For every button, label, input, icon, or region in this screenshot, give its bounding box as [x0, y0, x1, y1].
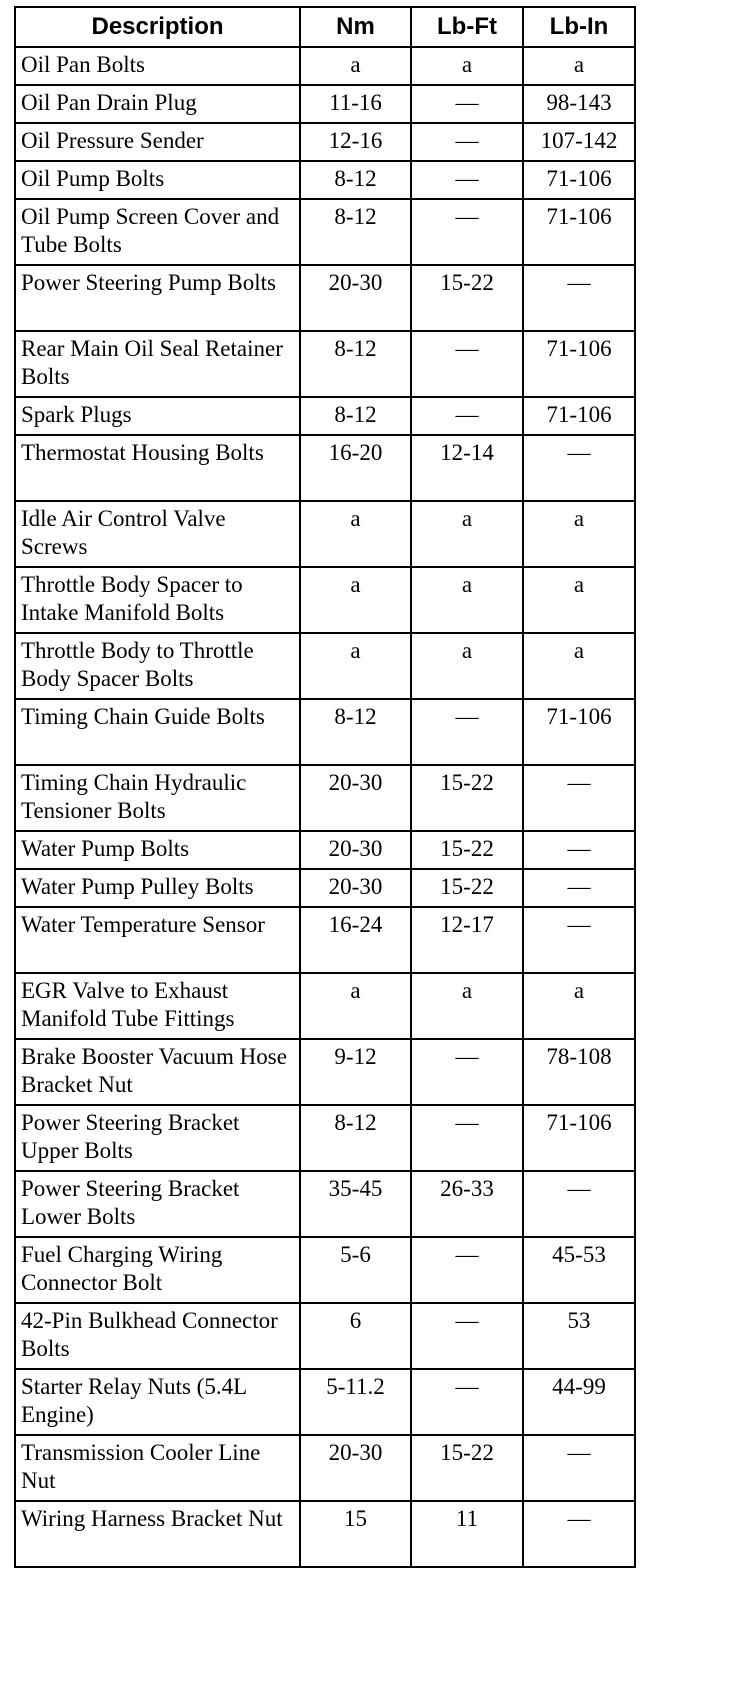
table-row — [15, 1039, 635, 1105]
lb-ft-cell: 26-33 — [411, 1171, 523, 1237]
lb-ft-cell: — — [411, 1105, 523, 1171]
table-row — [15, 1105, 635, 1171]
table-row — [15, 1171, 635, 1237]
lb-ft-cell: 12-14 — [411, 435, 523, 501]
description-cell: Fuel Charging Wiring Connector Bolt — [15, 1237, 300, 1303]
lb-in-cell: 71-106 — [523, 1105, 635, 1171]
header-row — [15, 7, 635, 47]
description-cell: Oil Pump Bolts — [15, 161, 300, 199]
table-row — [15, 265, 635, 331]
lb-ft-cell: — — [411, 85, 523, 123]
table-row — [15, 1435, 635, 1501]
description-cell: Water Pump Pulley Bolts — [15, 869, 300, 907]
description-cell: Timing Chain Hydraulic Tensioner Bolts — [15, 765, 300, 831]
table-row — [15, 501, 635, 567]
lb-in-cell: 45-53 — [523, 1237, 635, 1303]
description-cell: Transmission Cooler Line Nut — [15, 1435, 300, 1501]
lb-in-cell: — — [523, 1171, 635, 1237]
lb-in-cell: — — [523, 1501, 635, 1567]
lb-in-cell: — — [523, 907, 635, 973]
nm-cell: 9-12 — [300, 1039, 411, 1105]
table-row — [15, 123, 635, 161]
description-cell: Oil Pump Screen Cover and Tube Bolts — [15, 199, 300, 265]
nm-cell: 16-20 — [300, 435, 411, 501]
description-cell: Water Temperature Sensor — [15, 907, 300, 973]
lb-ft-cell: — — [411, 699, 523, 765]
table-row — [15, 765, 635, 831]
description-cell: Spark Plugs — [15, 397, 300, 435]
table-row — [15, 973, 635, 1039]
nm-cell: 12-16 — [300, 123, 411, 161]
lb-ft-cell: — — [411, 1039, 523, 1105]
lb-in-cell: — — [523, 831, 635, 869]
table-row — [15, 869, 635, 907]
lb-ft-cell: a — [411, 47, 523, 85]
header-lb-in: Lb-In — [523, 7, 635, 47]
table-row — [15, 435, 635, 501]
lb-in-cell: 71-106 — [523, 699, 635, 765]
table-row — [15, 85, 635, 123]
description-cell: Oil Pan Bolts — [15, 47, 300, 85]
lb-in-cell: 71-106 — [523, 397, 635, 435]
header-description: Description — [15, 7, 300, 47]
lb-in-cell: 71-106 — [523, 161, 635, 199]
lb-ft-cell: 15-22 — [411, 265, 523, 331]
table-row — [15, 1501, 635, 1567]
lb-ft-cell: a — [411, 567, 523, 633]
description-cell: Oil Pan Drain Plug — [15, 85, 300, 123]
lb-in-cell: — — [523, 265, 635, 331]
lb-in-cell: a — [523, 973, 635, 1039]
table-header — [15, 7, 635, 47]
lb-ft-cell: — — [411, 331, 523, 397]
description-cell: Oil Pressure Sender — [15, 123, 300, 161]
table-row — [15, 397, 635, 435]
lb-ft-cell: 15-22 — [411, 831, 523, 869]
description-cell: Timing Chain Guide Bolts — [15, 699, 300, 765]
description-cell: 42-Pin Bulkhead Connector Bolts — [15, 1303, 300, 1369]
nm-cell: 5-6 — [300, 1237, 411, 1303]
description-cell: Thermostat Housing Bolts — [15, 435, 300, 501]
lb-ft-cell: — — [411, 1303, 523, 1369]
nm-cell: a — [300, 973, 411, 1039]
lb-in-cell: 44-99 — [523, 1369, 635, 1435]
lb-in-cell: 98-143 — [523, 85, 635, 123]
lb-in-cell: 71-106 — [523, 199, 635, 265]
description-cell: Power Steering Bracket Upper Bolts — [15, 1105, 300, 1171]
lb-ft-cell: — — [411, 161, 523, 199]
nm-cell: 20-30 — [300, 765, 411, 831]
lb-ft-cell: — — [411, 199, 523, 265]
lb-ft-cell: a — [411, 501, 523, 567]
lb-ft-cell: 15-22 — [411, 869, 523, 907]
description-cell: Water Pump Bolts — [15, 831, 300, 869]
lb-in-cell: — — [523, 1435, 635, 1501]
table-row — [15, 199, 635, 265]
nm-cell: 11-16 — [300, 85, 411, 123]
lb-in-cell: — — [523, 765, 635, 831]
lb-ft-cell: 15-22 — [411, 1435, 523, 1501]
table-row — [15, 331, 635, 397]
nm-cell: 20-30 — [300, 265, 411, 331]
description-cell: Wiring Harness Bracket Nut — [15, 1501, 300, 1567]
table-row — [15, 47, 635, 85]
description-cell: EGR Valve to Exhaust Manifold Tube Fittings — [15, 973, 300, 1039]
table-row — [15, 633, 635, 699]
nm-cell: 16-24 — [300, 907, 411, 973]
table-row — [15, 161, 635, 199]
lb-in-cell: a — [523, 567, 635, 633]
table-row — [15, 567, 635, 633]
description-cell: Idle Air Control Valve Screws — [15, 501, 300, 567]
lb-in-cell: — — [523, 869, 635, 907]
lb-in-cell: 71-106 — [523, 331, 635, 397]
description-cell: Brake Booster Vacuum Hose Bracket Nut — [15, 1039, 300, 1105]
lb-in-cell: 78-108 — [523, 1039, 635, 1105]
header-nm: Nm — [300, 7, 411, 47]
lb-in-cell: 107-142 — [523, 123, 635, 161]
nm-cell: a — [300, 633, 411, 699]
nm-cell: 20-30 — [300, 1435, 411, 1501]
lb-ft-cell: 12-17 — [411, 907, 523, 973]
lb-in-cell: a — [523, 501, 635, 567]
table-row — [15, 1369, 635, 1435]
table-row — [15, 699, 635, 765]
lb-in-cell: — — [523, 435, 635, 501]
lb-ft-cell: — — [411, 1237, 523, 1303]
lb-in-cell: a — [523, 633, 635, 699]
nm-cell: 6 — [300, 1303, 411, 1369]
table-row — [15, 1303, 635, 1369]
nm-cell: 8-12 — [300, 331, 411, 397]
nm-cell: a — [300, 47, 411, 85]
torque-spec-table — [14, 6, 636, 1568]
lb-ft-cell: — — [411, 397, 523, 435]
nm-cell: 8-12 — [300, 1105, 411, 1171]
description-cell: Rear Main Oil Seal Retainer Bolts — [15, 331, 300, 397]
lb-in-cell: a — [523, 47, 635, 85]
table-row — [15, 831, 635, 869]
nm-cell: 20-30 — [300, 869, 411, 907]
nm-cell: 5-11.2 — [300, 1369, 411, 1435]
lb-ft-cell: — — [411, 123, 523, 161]
description-cell: Starter Relay Nuts (5.4L Engine) — [15, 1369, 300, 1435]
nm-cell: 8-12 — [300, 397, 411, 435]
lb-ft-cell: 15-22 — [411, 765, 523, 831]
description-cell: Power Steering Bracket Lower Bolts — [15, 1171, 300, 1237]
lb-ft-cell: — — [411, 1369, 523, 1435]
nm-cell: 8-12 — [300, 699, 411, 765]
lb-in-cell: 53 — [523, 1303, 635, 1369]
lb-ft-cell: a — [411, 973, 523, 1039]
lb-ft-cell: 11 — [411, 1501, 523, 1567]
nm-cell: a — [300, 567, 411, 633]
nm-cell: 8-12 — [300, 199, 411, 265]
nm-cell: 15 — [300, 1501, 411, 1567]
lb-ft-cell: a — [411, 633, 523, 699]
description-cell: Throttle Body Spacer to Intake Manifold Bolts — [15, 567, 300, 633]
nm-cell: 35-45 — [300, 1171, 411, 1237]
nm-cell: 8-12 — [300, 161, 411, 199]
description-cell: Power Steering Pump Bolts — [15, 265, 300, 331]
table-row — [15, 1237, 635, 1303]
nm-cell: a — [300, 501, 411, 567]
header-lb-ft: Lb-Ft — [411, 7, 523, 47]
description-cell: Throttle Body to Throttle Body Spacer Bolts — [15, 633, 300, 699]
table-body — [15, 47, 635, 1567]
table-row — [15, 907, 635, 973]
nm-cell: 20-30 — [300, 831, 411, 869]
